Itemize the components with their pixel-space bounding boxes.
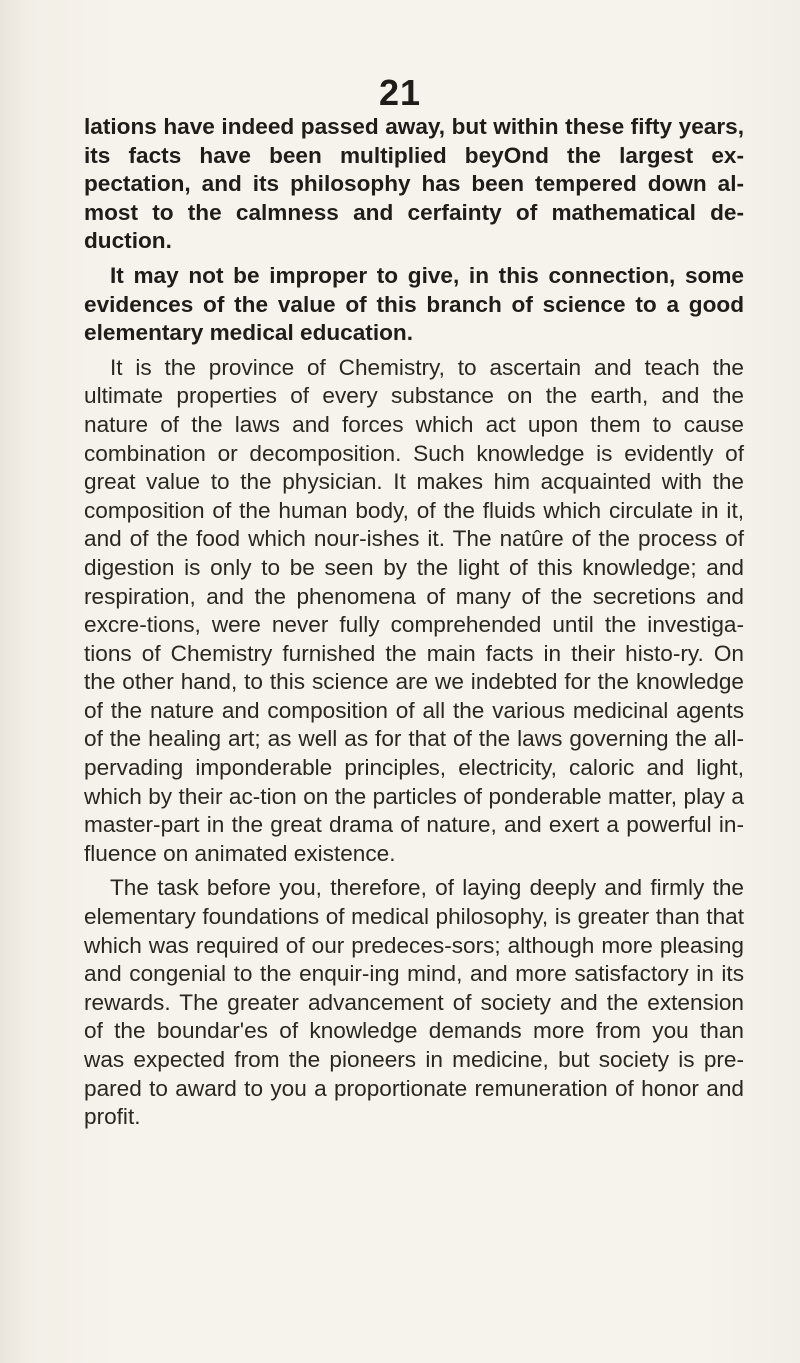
paragraph-1: lations have indeed passed away, but within these fifty years, its facts have been multiplied beyOnd the largest ex-pectation, and its philosophy has been tempered down al-most to the calmness and cerfainty of mathematical de-duction.	[84, 114, 744, 254]
body-text	[84, 113, 744, 1132]
paragraph-3: It is the province of Chemistry, to ascertain and teach the ultimate properties of every substance on the earth, and the nature of the laws and forces which act upon them to cause combination or decomposition. Such knowledge is evidently of great value to the physician. It makes him acquainted with the composition of the human body, of the fluids which circulate in it, and of the food which nour-ishes it. The natûre of the process of digestion is only to be seen by the light of this knowledge; and respiration, and the phenomena of many of the secretions and excre-tions, were never fully comprehended until the investiga-tions of Chemistry furnished the main facts in their histo-ry. On the other hand, to this science are we indebted for the knowledge of the nature and composition of all the various medicinal agents of the healing art; as well as for that of the laws governing the all-pervading imponderable principles, electricity, caloric and light, which by their ac-tion on the particles of ponderable matter, play a master-part in the great drama of nature, and exert a powerful in-fluence on animated existence.	[84, 354, 744, 866]
paragraph-2: It may not be improper to give, in this connection, some evidences of the value of this branch of science to a good elementary medical education.	[84, 262, 744, 346]
page-number: 21	[378, 72, 422, 113]
paragraph-4: The task before you, therefore, of laying deeply and firmly the elementary foundations of medical philosophy, is greater than that which was required of our predeces-sors; although more pleasing and congenial to the enquir-ing mind, and more satisfactory in its rewards. The greater advancement of society and the extension of the boundar'es of knowledge demands more from you than was expected from the pioneers in medicine, but society is pre-pared to award to you a proportionate remuneration of honor and profit.	[84, 875, 744, 1130]
